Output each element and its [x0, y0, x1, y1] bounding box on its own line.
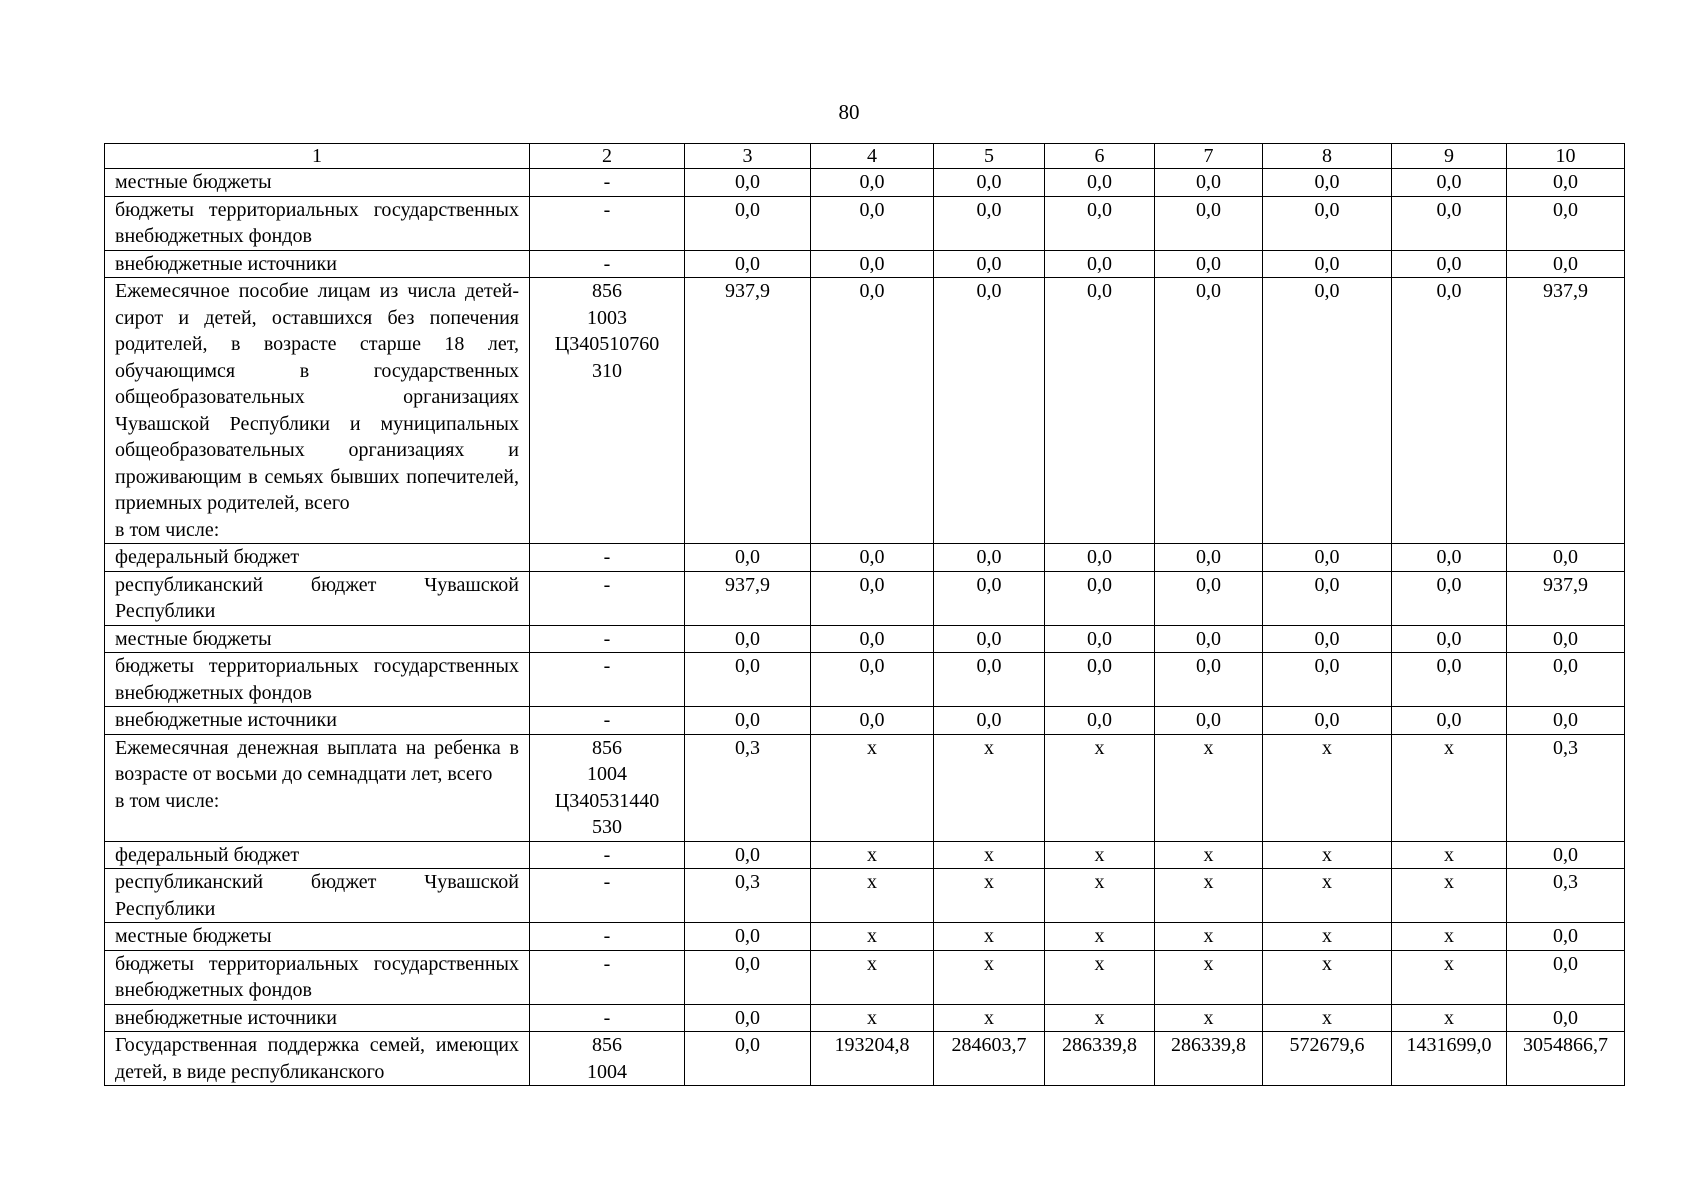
value-cell: 0,0: [1507, 841, 1625, 869]
row-code-cell: -: [530, 707, 685, 735]
row-name-cell: местные бюджеты: [105, 625, 530, 653]
row-name-cell: республиканский бюджет Чувашской Республики: [105, 571, 530, 625]
value-cell: x: [1155, 950, 1263, 1004]
value-cell: 0,0: [1507, 950, 1625, 1004]
value-cell: 0,3: [685, 869, 811, 923]
budget-table: [104, 143, 1625, 1086]
value-cell: 0,0: [811, 544, 934, 572]
row-name-cell: бюджеты территориальных государственных внебюджетных фондов: [105, 653, 530, 707]
value-cell: 0,0: [1392, 169, 1507, 197]
value-cell: 0,0: [1263, 544, 1392, 572]
value-cell: x: [934, 734, 1045, 841]
row-code-cell: -: [530, 544, 685, 572]
value-cell: 572679,6: [1263, 1032, 1392, 1086]
value-cell: 0,0: [1045, 196, 1155, 250]
column-header: 7: [1155, 144, 1263, 169]
value-cell: 0,0: [934, 544, 1045, 572]
row-code-cell: -: [530, 923, 685, 951]
value-cell: 0,0: [934, 571, 1045, 625]
value-cell: 0,0: [811, 571, 934, 625]
value-cell: 286339,8: [1045, 1032, 1155, 1086]
value-cell: 0,0: [1155, 169, 1263, 197]
row-code-cell: -: [530, 653, 685, 707]
row-name-cell: Государственная поддержка семей, имеющих детей, в виде республиканского: [105, 1032, 530, 1086]
value-cell: 0,0: [1155, 571, 1263, 625]
value-cell: 0,0: [811, 196, 934, 250]
table-row: [105, 196, 1625, 250]
value-cell: x: [811, 841, 934, 869]
value-cell: 0,0: [811, 625, 934, 653]
column-header: 8: [1263, 144, 1392, 169]
value-cell: x: [1263, 923, 1392, 951]
table-row: [105, 625, 1625, 653]
value-cell: 0,0: [1392, 653, 1507, 707]
table-row: [105, 250, 1625, 278]
value-cell: 0,0: [1507, 653, 1625, 707]
value-cell: 0,0: [1155, 707, 1263, 735]
value-cell: 0,0: [811, 278, 934, 544]
value-cell: 0,0: [1155, 278, 1263, 544]
value-cell: x: [1045, 734, 1155, 841]
column-header: 3: [685, 144, 811, 169]
value-cell: 0,0: [1507, 1004, 1625, 1032]
value-cell: 0,0: [685, 841, 811, 869]
value-cell: 0,0: [934, 278, 1045, 544]
value-cell: 0,0: [934, 169, 1045, 197]
value-cell: 0,0: [685, 544, 811, 572]
value-cell: 0,0: [1045, 653, 1155, 707]
value-cell: 0,0: [1392, 625, 1507, 653]
value-cell: x: [1155, 923, 1263, 951]
value-cell: 0,0: [1045, 278, 1155, 544]
value-cell: 193204,8: [811, 1032, 934, 1086]
value-cell: 0,0: [1392, 278, 1507, 544]
value-cell: x: [811, 950, 934, 1004]
value-cell: 0,0: [685, 950, 811, 1004]
row-code-cell: -: [530, 625, 685, 653]
value-cell: 937,9: [1507, 278, 1625, 544]
value-cell: 0,0: [1155, 250, 1263, 278]
column-header: 5: [934, 144, 1045, 169]
table-row: [105, 950, 1625, 1004]
row-code-cell: -: [530, 571, 685, 625]
value-cell: 0,0: [1263, 278, 1392, 544]
table-row: [105, 707, 1625, 735]
table-row: [105, 653, 1625, 707]
row-name-cell: Ежемесячное пособие лицам из числа детей-сирот и детей, оставшихся без попечения родителей, в возрасте старше 18 лет, обучающимся в государственных общеобразовательных организациях Чувашской Республики и муниципальных общеобразовательных организациях и проживающим в семьях бывших попечителей, приемных родителей, всего в том числе:: [105, 278, 530, 544]
value-cell: 937,9: [685, 278, 811, 544]
value-cell: x: [1263, 950, 1392, 1004]
table-row: [105, 278, 1625, 544]
value-cell: 0,0: [1045, 544, 1155, 572]
row-name-cell: местные бюджеты: [105, 169, 530, 197]
value-cell: 0,0: [1392, 196, 1507, 250]
row-code-cell: -: [530, 869, 685, 923]
value-cell: x: [1155, 869, 1263, 923]
value-cell: x: [934, 841, 1045, 869]
value-cell: x: [1392, 1004, 1507, 1032]
value-cell: 1431699,0: [1392, 1032, 1507, 1086]
row-code-cell: 856 1003 Ц340510760 310: [530, 278, 685, 544]
value-cell: x: [1392, 841, 1507, 869]
value-cell: x: [1263, 1004, 1392, 1032]
column-header: 1: [105, 144, 530, 169]
value-cell: 0,0: [1507, 707, 1625, 735]
value-cell: 0,0: [1507, 169, 1625, 197]
page-number: 80: [838, 100, 860, 124]
value-cell: 0,0: [1263, 625, 1392, 653]
value-cell: 284603,7: [934, 1032, 1045, 1086]
row-name-cell: федеральный бюджет: [105, 544, 530, 572]
value-cell: 0,0: [1392, 250, 1507, 278]
row-code-cell: -: [530, 250, 685, 278]
value-cell: 0,0: [1045, 169, 1155, 197]
row-name-cell: местные бюджеты: [105, 923, 530, 951]
value-cell: 0,0: [1045, 707, 1155, 735]
value-cell: 0,0: [685, 1032, 811, 1086]
value-cell: 0,3: [1507, 869, 1625, 923]
table-row: [105, 169, 1625, 197]
value-cell: 0,0: [1045, 250, 1155, 278]
row-name-cell: бюджеты территориальных государственных внебюджетных фондов: [105, 950, 530, 1004]
column-header: 9: [1392, 144, 1507, 169]
value-cell: 0,0: [685, 653, 811, 707]
value-cell: 0,0: [934, 653, 1045, 707]
value-cell: 0,0: [1507, 250, 1625, 278]
table-row: [105, 1032, 1625, 1086]
value-cell: 0,0: [1392, 571, 1507, 625]
row-code-cell: 856 1004 Ц340531440 530: [530, 734, 685, 841]
value-cell: 0,0: [685, 1004, 811, 1032]
value-cell: x: [1045, 923, 1155, 951]
value-cell: 0,0: [1263, 707, 1392, 735]
value-cell: 0,0: [1263, 571, 1392, 625]
row-code-cell: 856 1004: [530, 1032, 685, 1086]
value-cell: 0,0: [811, 707, 934, 735]
value-cell: 0,0: [1263, 196, 1392, 250]
value-cell: 0,0: [685, 707, 811, 735]
value-cell: x: [811, 923, 934, 951]
value-cell: x: [1045, 841, 1155, 869]
value-cell: 0,0: [1507, 544, 1625, 572]
table-header-row: [105, 144, 1625, 169]
value-cell: x: [1392, 950, 1507, 1004]
value-cell: x: [934, 923, 1045, 951]
table-row: [105, 734, 1625, 841]
value-cell: x: [1392, 734, 1507, 841]
value-cell: x: [1155, 841, 1263, 869]
value-cell: x: [1155, 734, 1263, 841]
row-code-cell: -: [530, 950, 685, 1004]
value-cell: 0,0: [1507, 196, 1625, 250]
column-header: 10: [1507, 144, 1625, 169]
value-cell: 0,0: [934, 625, 1045, 653]
value-cell: x: [1392, 923, 1507, 951]
value-cell: 0,0: [1045, 571, 1155, 625]
value-cell: x: [1045, 1004, 1155, 1032]
value-cell: 0,0: [1155, 196, 1263, 250]
value-cell: 0,0: [934, 707, 1045, 735]
value-cell: 0,0: [811, 169, 934, 197]
value-cell: x: [934, 950, 1045, 1004]
column-header: 6: [1045, 144, 1155, 169]
value-cell: x: [1155, 1004, 1263, 1032]
table-row: [105, 571, 1625, 625]
table-row: [105, 869, 1625, 923]
value-cell: 937,9: [685, 571, 811, 625]
value-cell: 0,0: [1392, 707, 1507, 735]
value-cell: 0,0: [1155, 653, 1263, 707]
value-cell: 937,9: [1507, 571, 1625, 625]
value-cell: 3054866,7: [1507, 1032, 1625, 1086]
value-cell: 0,0: [1263, 169, 1392, 197]
value-cell: 0,0: [811, 250, 934, 278]
value-cell: 0,0: [685, 169, 811, 197]
table-row: [105, 544, 1625, 572]
value-cell: x: [1263, 869, 1392, 923]
value-cell: x: [1045, 950, 1155, 1004]
value-cell: 0,0: [1155, 544, 1263, 572]
row-name-cell: федеральный бюджет: [105, 841, 530, 869]
table-row: [105, 923, 1625, 951]
value-cell: x: [934, 869, 1045, 923]
value-cell: 0,0: [1263, 653, 1392, 707]
value-cell: 0,0: [1263, 250, 1392, 278]
value-cell: 0,0: [1392, 544, 1507, 572]
value-cell: x: [811, 734, 934, 841]
value-cell: 0,0: [934, 196, 1045, 250]
row-code-cell: -: [530, 841, 685, 869]
value-cell: 0,0: [685, 196, 811, 250]
table-row: [105, 841, 1625, 869]
table-row: [105, 1004, 1625, 1032]
column-header: 2: [530, 144, 685, 169]
row-code-cell: -: [530, 169, 685, 197]
value-cell: 0,0: [685, 625, 811, 653]
value-cell: 286339,8: [1155, 1032, 1263, 1086]
value-cell: x: [1045, 869, 1155, 923]
row-name-cell: бюджеты территориальных государственных внебюджетных фондов: [105, 196, 530, 250]
row-name-cell: Ежемесячная денежная выплата на ребенка в возрасте от восьми до семнадцати лет, всего в том числе:: [105, 734, 530, 841]
row-code-cell: -: [530, 196, 685, 250]
value-cell: x: [934, 1004, 1045, 1032]
value-cell: x: [1392, 869, 1507, 923]
value-cell: 0,3: [1507, 734, 1625, 841]
row-name-cell: внебюджетные источники: [105, 250, 530, 278]
row-code-cell: -: [530, 1004, 685, 1032]
value-cell: x: [811, 1004, 934, 1032]
value-cell: 0,0: [1045, 625, 1155, 653]
value-cell: 0,0: [1507, 923, 1625, 951]
value-cell: 0,0: [685, 250, 811, 278]
value-cell: x: [1263, 734, 1392, 841]
value-cell: 0,3: [685, 734, 811, 841]
value-cell: x: [811, 869, 934, 923]
value-cell: 0,0: [934, 250, 1045, 278]
column-header: 4: [811, 144, 934, 169]
value-cell: 0,0: [811, 653, 934, 707]
value-cell: 0,0: [1155, 625, 1263, 653]
value-cell: 0,0: [1507, 625, 1625, 653]
value-cell: x: [1263, 841, 1392, 869]
row-name-cell: внебюджетные источники: [105, 707, 530, 735]
value-cell: 0,0: [685, 923, 811, 951]
row-name-cell: внебюджетные источники: [105, 1004, 530, 1032]
row-name-cell: республиканский бюджет Чувашской Республики: [105, 869, 530, 923]
